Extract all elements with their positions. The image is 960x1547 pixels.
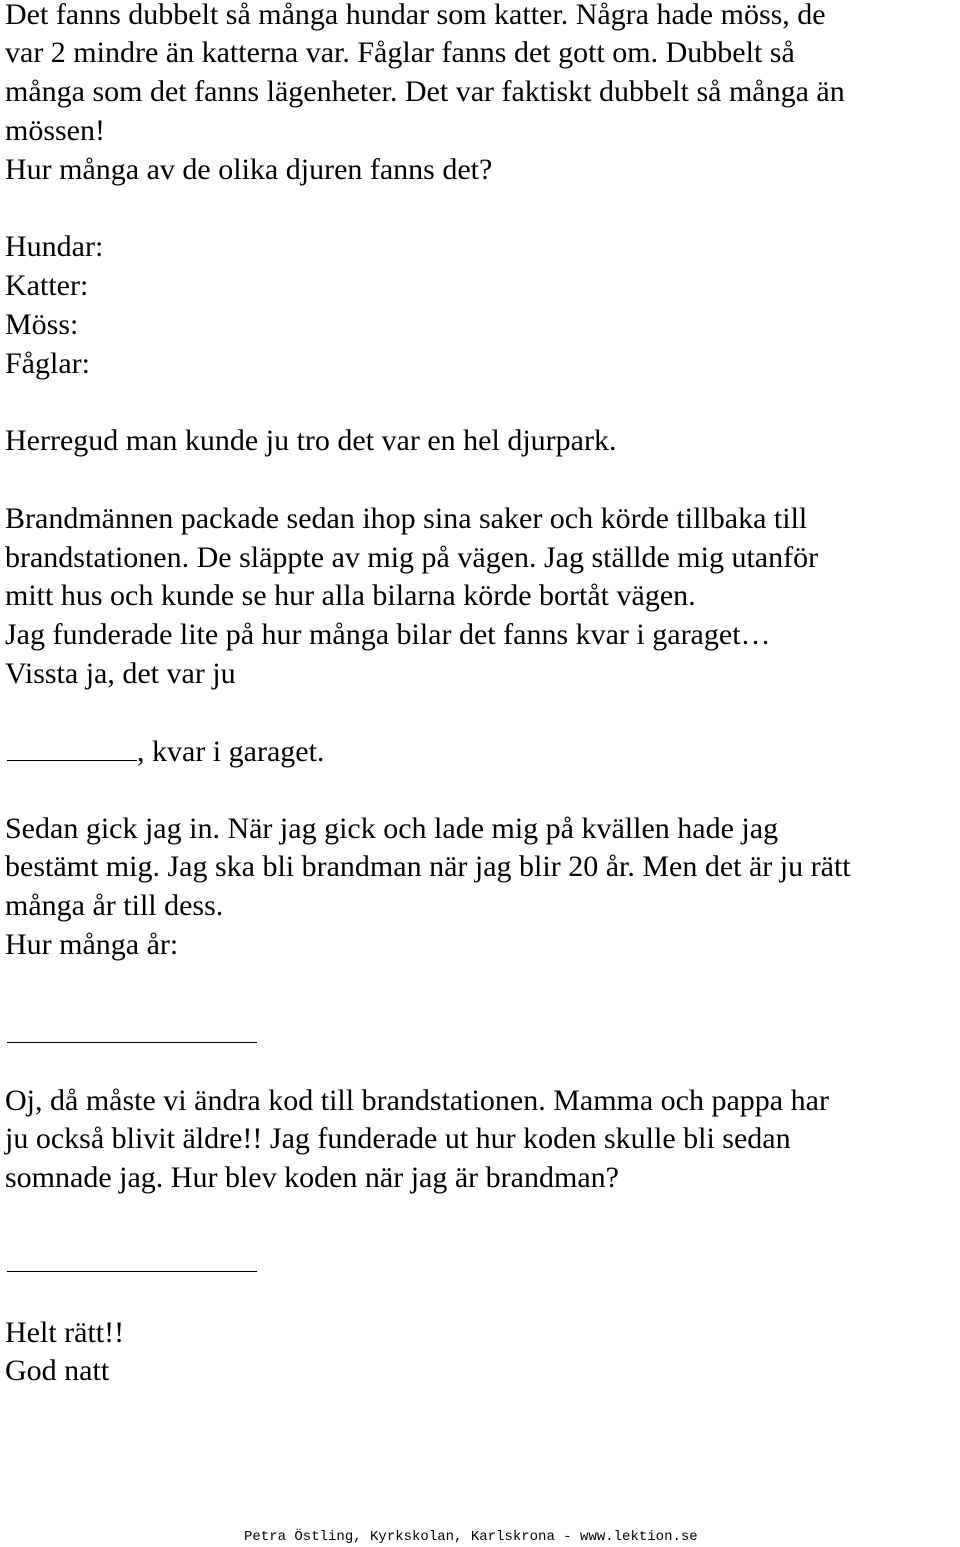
paragraph-line: var 2 mindre än katterna var. Fåglar fanns det gott om. Dubbelt så bbox=[5, 36, 795, 69]
answer-blank-years[interactable] bbox=[7, 1042, 257, 1043]
answer-blank-code[interactable] bbox=[7, 1271, 257, 1272]
paragraph-line: Jag funderade lite på hur många bilar det fanns kvar i garaget… bbox=[5, 618, 771, 651]
answer-label-katter: Katter: bbox=[5, 269, 89, 302]
question-line: Hur många år: bbox=[5, 928, 179, 961]
paragraph-line: mitt hus och kunde se hur alla bilarna körde bortåt vägen. bbox=[5, 579, 696, 612]
page-footer: Petra Östling, Kyrkskolan, Karlskrona - www.lektion.se bbox=[244, 1529, 698, 1545]
paragraph-line: bestämt mig. Jag ska bli brandman när jag blir 20 år. Men det är ju rätt bbox=[5, 850, 851, 883]
answer-label-moss: Möss: bbox=[5, 308, 79, 341]
answer-label-hundar: Hundar: bbox=[5, 230, 104, 263]
paragraph-line: Vissta ja, det var ju bbox=[5, 657, 236, 690]
closing-line: God natt bbox=[5, 1354, 110, 1387]
closing-line: Helt rätt!! bbox=[5, 1316, 125, 1349]
paragraph-line: Brandmännen packade sedan ihop sina saker och körde tillbaka till bbox=[5, 502, 808, 535]
garage-answer-row bbox=[5, 734, 324, 769]
paragraph-line: brandstationen. De släppte av mig på vägen. Jag ställde mig utanför bbox=[5, 541, 819, 574]
paragraph-line: ju också blivit äldre!! Jag funderade ut hur koden skulle bli sedan bbox=[5, 1122, 791, 1155]
djurpark-line: Herregud man kunde ju tro det var en hel djurpark. bbox=[5, 424, 617, 457]
paragraph-line: många år till dess. bbox=[5, 889, 224, 922]
paragraph-line: mössen! bbox=[5, 114, 105, 147]
paragraph-line: Sedan gick jag in. När jag gick och lade mig på kvällen hade jag bbox=[5, 812, 779, 845]
answer-blank-garage[interactable] bbox=[7, 734, 137, 761]
paragraph-line: många som det fanns lägenheter. Det var faktiskt dubbelt så många än bbox=[5, 75, 845, 108]
garage-suffix: , kvar i garaget. bbox=[137, 735, 325, 768]
question-line: Hur många av de olika djuren fanns det? bbox=[5, 153, 493, 186]
answer-label-faglar: Fåglar: bbox=[5, 347, 90, 380]
question-line: somnade jag. Hur blev koden när jag är brandman? bbox=[5, 1161, 619, 1194]
paragraph-line: Det fanns dubbelt så många hundar som katter. Några hade möss, de bbox=[5, 0, 826, 31]
paragraph-line: Oj, då måste vi ändra kod till brandstationen. Mamma och pappa har bbox=[5, 1084, 829, 1117]
